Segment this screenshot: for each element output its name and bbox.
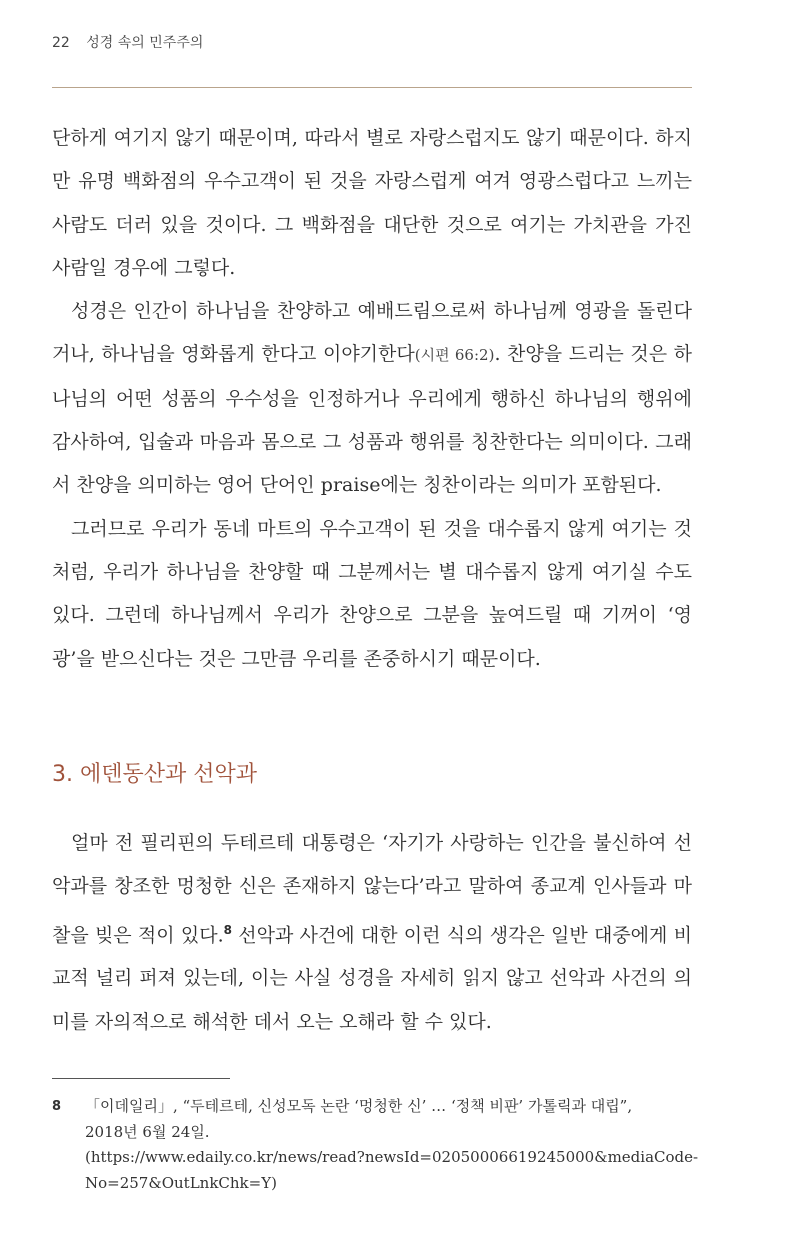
body-text-block-1 bbox=[52, 117, 692, 681]
paragraph-2-text-b: . 찬양을 드리는 것은 하나님의 어떤 성품의 우수성을 인정하거나 우리에게 행하신 하나님의 행위에 감사하여, 입술과 마음과 몸으로 그 성품과 행위를 칭찬한다는 의미이다. 그래서 찬양을 의미하는 영어 단어인 praise에는 칭찬이라는 의미가 포함된다. bbox=[52, 343, 692, 497]
footnote-reference[interactable]: 8 bbox=[223, 922, 232, 937]
page-number: 22 bbox=[52, 35, 70, 51]
paragraph-1: 단하게 여기지 않기 때문이며, 따라서 별로 자랑스럽지도 않기 때문이다. 하지만 유명 백화점의 우수고객이 된 것을 자랑스럽게 여겨 영광스럽다고 느끼는 사람도 더러 있을 것이다. 그 백화점을 대단한 것으로 여기는 가치관을 가진 사람일 경우에 그렇다. bbox=[52, 127, 692, 279]
body-text-block-2 bbox=[52, 822, 692, 1044]
scripture-citation: (시편 66:2) bbox=[414, 346, 495, 365]
paragraph-3: 그러므로 우리가 동네 마트의 우수고객이 된 것을 대수롭지 않게 여기는 것처럼, 우리가 하나님을 찬양할 때 그분께서는 별 대수롭지 않게 여기실 수도 있다. 그런데 하나님께서 우리가 찬양으로 그분을 높여드릴 때 기꺼이 ‘영광’을 받으신다는 것은 그만큼 우리를 존중하시기 때문이다. bbox=[52, 517, 692, 670]
footnote-divider bbox=[52, 1078, 230, 1079]
paragraph-4-text-b: 선악과 사건에 대한 이런 식의 생각은 일반 대중에게 비교적 널리 퍼져 있는데, 이는 사실 성경을 자세히 읽지 않고 선악과 사건의 의미를 자의적으로 해석한 데서 오는 오해라 할 수 있다. bbox=[52, 923, 692, 1033]
header-divider bbox=[52, 87, 692, 88]
paragraph-4 bbox=[52, 822, 692, 1044]
book-title: 성경 속의 민주주의 bbox=[86, 35, 204, 51]
footnote-source: 「이데일리」, “두테르테, 신성모독 논란 ‘멍청한 신’ … ‘정책 비판’ 가톨릭과 대립”, bbox=[85, 1097, 633, 1115]
footnote bbox=[52, 1094, 699, 1196]
running-header bbox=[52, 32, 203, 52]
footnote-number: 8 bbox=[52, 1099, 62, 1114]
footnote-url-cont[interactable]: No=257&OutLnkChk=Y) bbox=[85, 1173, 277, 1192]
section-heading: 3. 에덴동산과 선악과 bbox=[52, 762, 257, 787]
footnote-date: 2018년 6월 24일. bbox=[85, 1122, 210, 1141]
paragraph-2 bbox=[52, 290, 692, 507]
footnote-url[interactable]: (https://www.edaily.co.kr/news/read?newsId=02050006619245000&mediaCode- bbox=[85, 1148, 699, 1166]
footnote-body bbox=[85, 1094, 699, 1196]
paragraph-2-text-a: 성경은 인간이 하나님을 찬양하고 예배드림으로써 하나님께 영광을 돌린다거나, 하나님을 영화롭게 한다고 이야기한다 bbox=[52, 300, 692, 366]
paragraph-4-text-a: 얼마 전 필리핀의 두테르테 대통령은 ‘자기가 사랑하는 인간을 불신하여 선악과를 창조한 멍청한 신은 존재하지 않는다’라고 말하여 종교계 인사들과 마찰을 빚은 적이 있다. bbox=[52, 832, 692, 946]
